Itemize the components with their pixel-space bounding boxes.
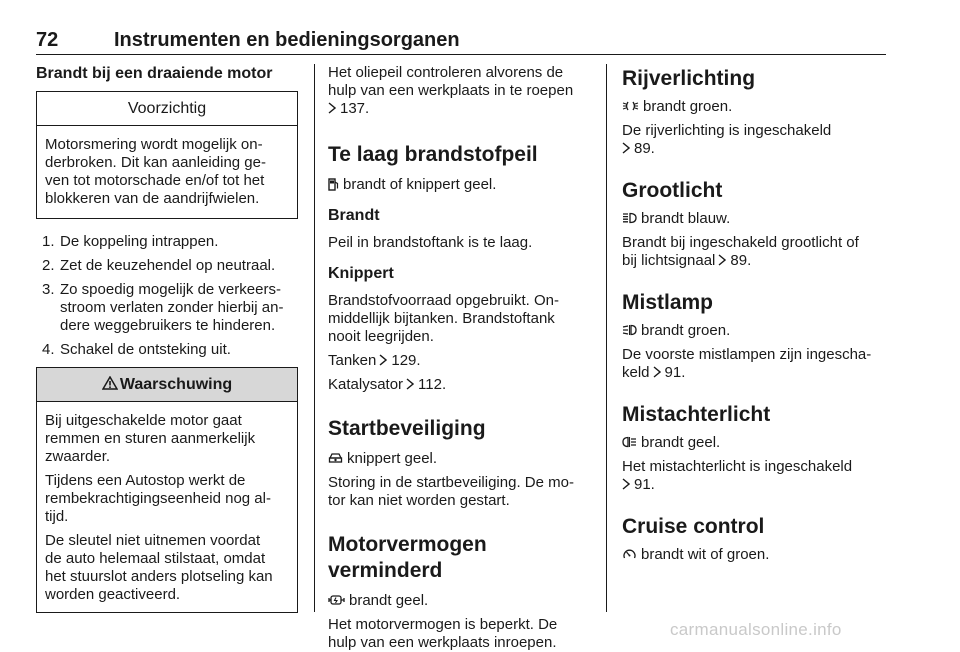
section-heading-fuel: Te laag brandstofpeil: [328, 143, 538, 166]
column-divider: [314, 64, 315, 612]
warning-paragraph: Tijdens een Autostop werkt de rembekrachtigingseenheid nog al- tijd.: [45, 472, 271, 525]
page-ref-arrow-icon: [718, 253, 726, 265]
low-beam-icon-line: brandt groen.: [622, 98, 890, 116]
engine-power-icon: [328, 594, 345, 606]
page-ref-arrow-icon: [653, 365, 661, 377]
list-item: 4. Schakel de ontsteking uit.: [42, 341, 231, 358]
front-fog-lamp-icon: [622, 324, 637, 336]
fuel-knippert-text: Brandstofvoorraad opgebruikt. On- middellijk bijtanken. Brandstoftank nooit leegrijden.: [328, 292, 559, 345]
column-1: [36, 64, 298, 613]
page-number: 72: [36, 29, 59, 51]
fuel-brandt-text: Peil in brandstoftank is te laag.: [328, 234, 533, 251]
column-3: [622, 64, 890, 564]
caution-line: derbroken. Dit kan aanleiding ge-: [45, 154, 266, 171]
high-beam-icon: [622, 212, 637, 224]
page-ref-arrow-icon: [622, 477, 630, 489]
steps-list: [36, 233, 298, 359]
section-heading-immobiliser: Startbeveiliging: [328, 417, 486, 440]
immobiliser-text: Storing in de startbeveiliging. De mo- tor kan niet worden gestart.: [328, 474, 574, 509]
warning-box: [36, 367, 298, 613]
subheading-brandt: Brandt: [328, 207, 380, 224]
side-lights-icon: [622, 100, 639, 112]
cruise-control-icon: [622, 548, 637, 560]
section-heading-fog-lamp: Mistlamp: [622, 291, 714, 314]
rear-fog-icon-line: brandt geel.: [622, 434, 890, 452]
watermark: carmanualsonline.info: [670, 620, 842, 639]
section-heading-cruise-control: Cruise control: [622, 515, 765, 538]
fog-lamp-text: De voorste mistlampen zijn ingescha- keld 91.: [622, 346, 872, 381]
car-key-icon: [328, 452, 343, 464]
section-heading-reduced-power: Motorvermogen verminderd: [328, 533, 487, 582]
fog-lamp-icon-line: brandt groen.: [622, 322, 890, 340]
page-ref-arrow-icon: [379, 353, 387, 365]
fuel-icon-line: brandt of knippert geel.: [328, 176, 590, 194]
section-heading-running-engine: Brandt bij een draaiende motor: [36, 65, 273, 82]
oil-paragraph: Het oliepeil controleren alvorens de hulp van een werkplaats in te roepen 137.: [328, 64, 574, 117]
low-beam-text: De rijverlichting is ingeschakeld 89.: [622, 122, 832, 157]
column-divider: [606, 64, 607, 612]
warning-paragraph: Bij uitgeschakelde motor gaat remmen en sturen aanmerkelijk zwaarder.: [45, 412, 256, 465]
caution-line: blokkeren van de aandrijfwielen.: [45, 190, 260, 207]
warning-triangle-icon: [102, 376, 118, 390]
katalysator-reference: Katalysator 112.: [328, 376, 447, 393]
fuel-pump-icon: [328, 178, 339, 190]
caution-line: Motorsmering wordt mogelijk on-: [45, 136, 263, 153]
column-2: [328, 64, 590, 652]
high-beam-text: Brandt bij ingeschakeld grootlicht of bij lichtsignaal 89.: [622, 234, 859, 269]
section-heading-rear-fog: Mistachterlicht: [622, 403, 771, 426]
cruise-control-icon-line: brandt wit of groen.: [622, 546, 890, 564]
subheading-knippert: Knippert: [328, 265, 394, 282]
page-title: Instrumenten en bedieningsorganen: [114, 29, 460, 51]
caution-line: ven tot motorschade en/of tot het: [45, 172, 265, 189]
page-ref-arrow-icon: [622, 141, 630, 153]
reduced-power-icon-line: brandt geel.: [328, 592, 590, 610]
warning-title: Waarschuwing: [119, 376, 233, 393]
list-item: 1. De koppeling intrappen.: [42, 233, 219, 250]
caution-box: [36, 91, 298, 219]
page-header: [36, 28, 886, 55]
rear-fog-text: Het mistachterlicht is ingeschakeld 91.: [622, 458, 853, 493]
immobiliser-icon-line: knippert geel.: [328, 450, 590, 468]
warning-paragraph: De sleutel niet uitnemen voordat de auto helemaal stilstaat, omdat het stuurslot anders plotseling kan worden geactiveerd.: [45, 532, 273, 603]
reduced-power-text: Het motorvermogen is beperkt. De hulp van een werkplaats inroepen.: [328, 616, 558, 651]
tanken-reference: Tanken 129.: [328, 352, 421, 369]
page-ref-arrow-icon: [328, 101, 336, 113]
page-ref-arrow-icon: [406, 377, 414, 389]
high-beam-icon-line: brandt blauw.: [622, 210, 890, 228]
section-heading-low-beam: Rijverlichting: [622, 67, 756, 90]
section-heading-high-beam: Grootlicht: [622, 179, 723, 202]
rear-fog-lamp-icon: [622, 436, 637, 448]
warning-title-row: [37, 368, 297, 402]
list-item: 2. Zet de keuzehendel op neutraal.: [42, 257, 276, 274]
caution-title: Voorzichtig: [37, 92, 297, 126]
list-item: 3. Zo spoedig mogelijk de verkeers- stroom verlaten zonder hierbij an- dere weggebruikers te hinderen.: [42, 281, 284, 334]
